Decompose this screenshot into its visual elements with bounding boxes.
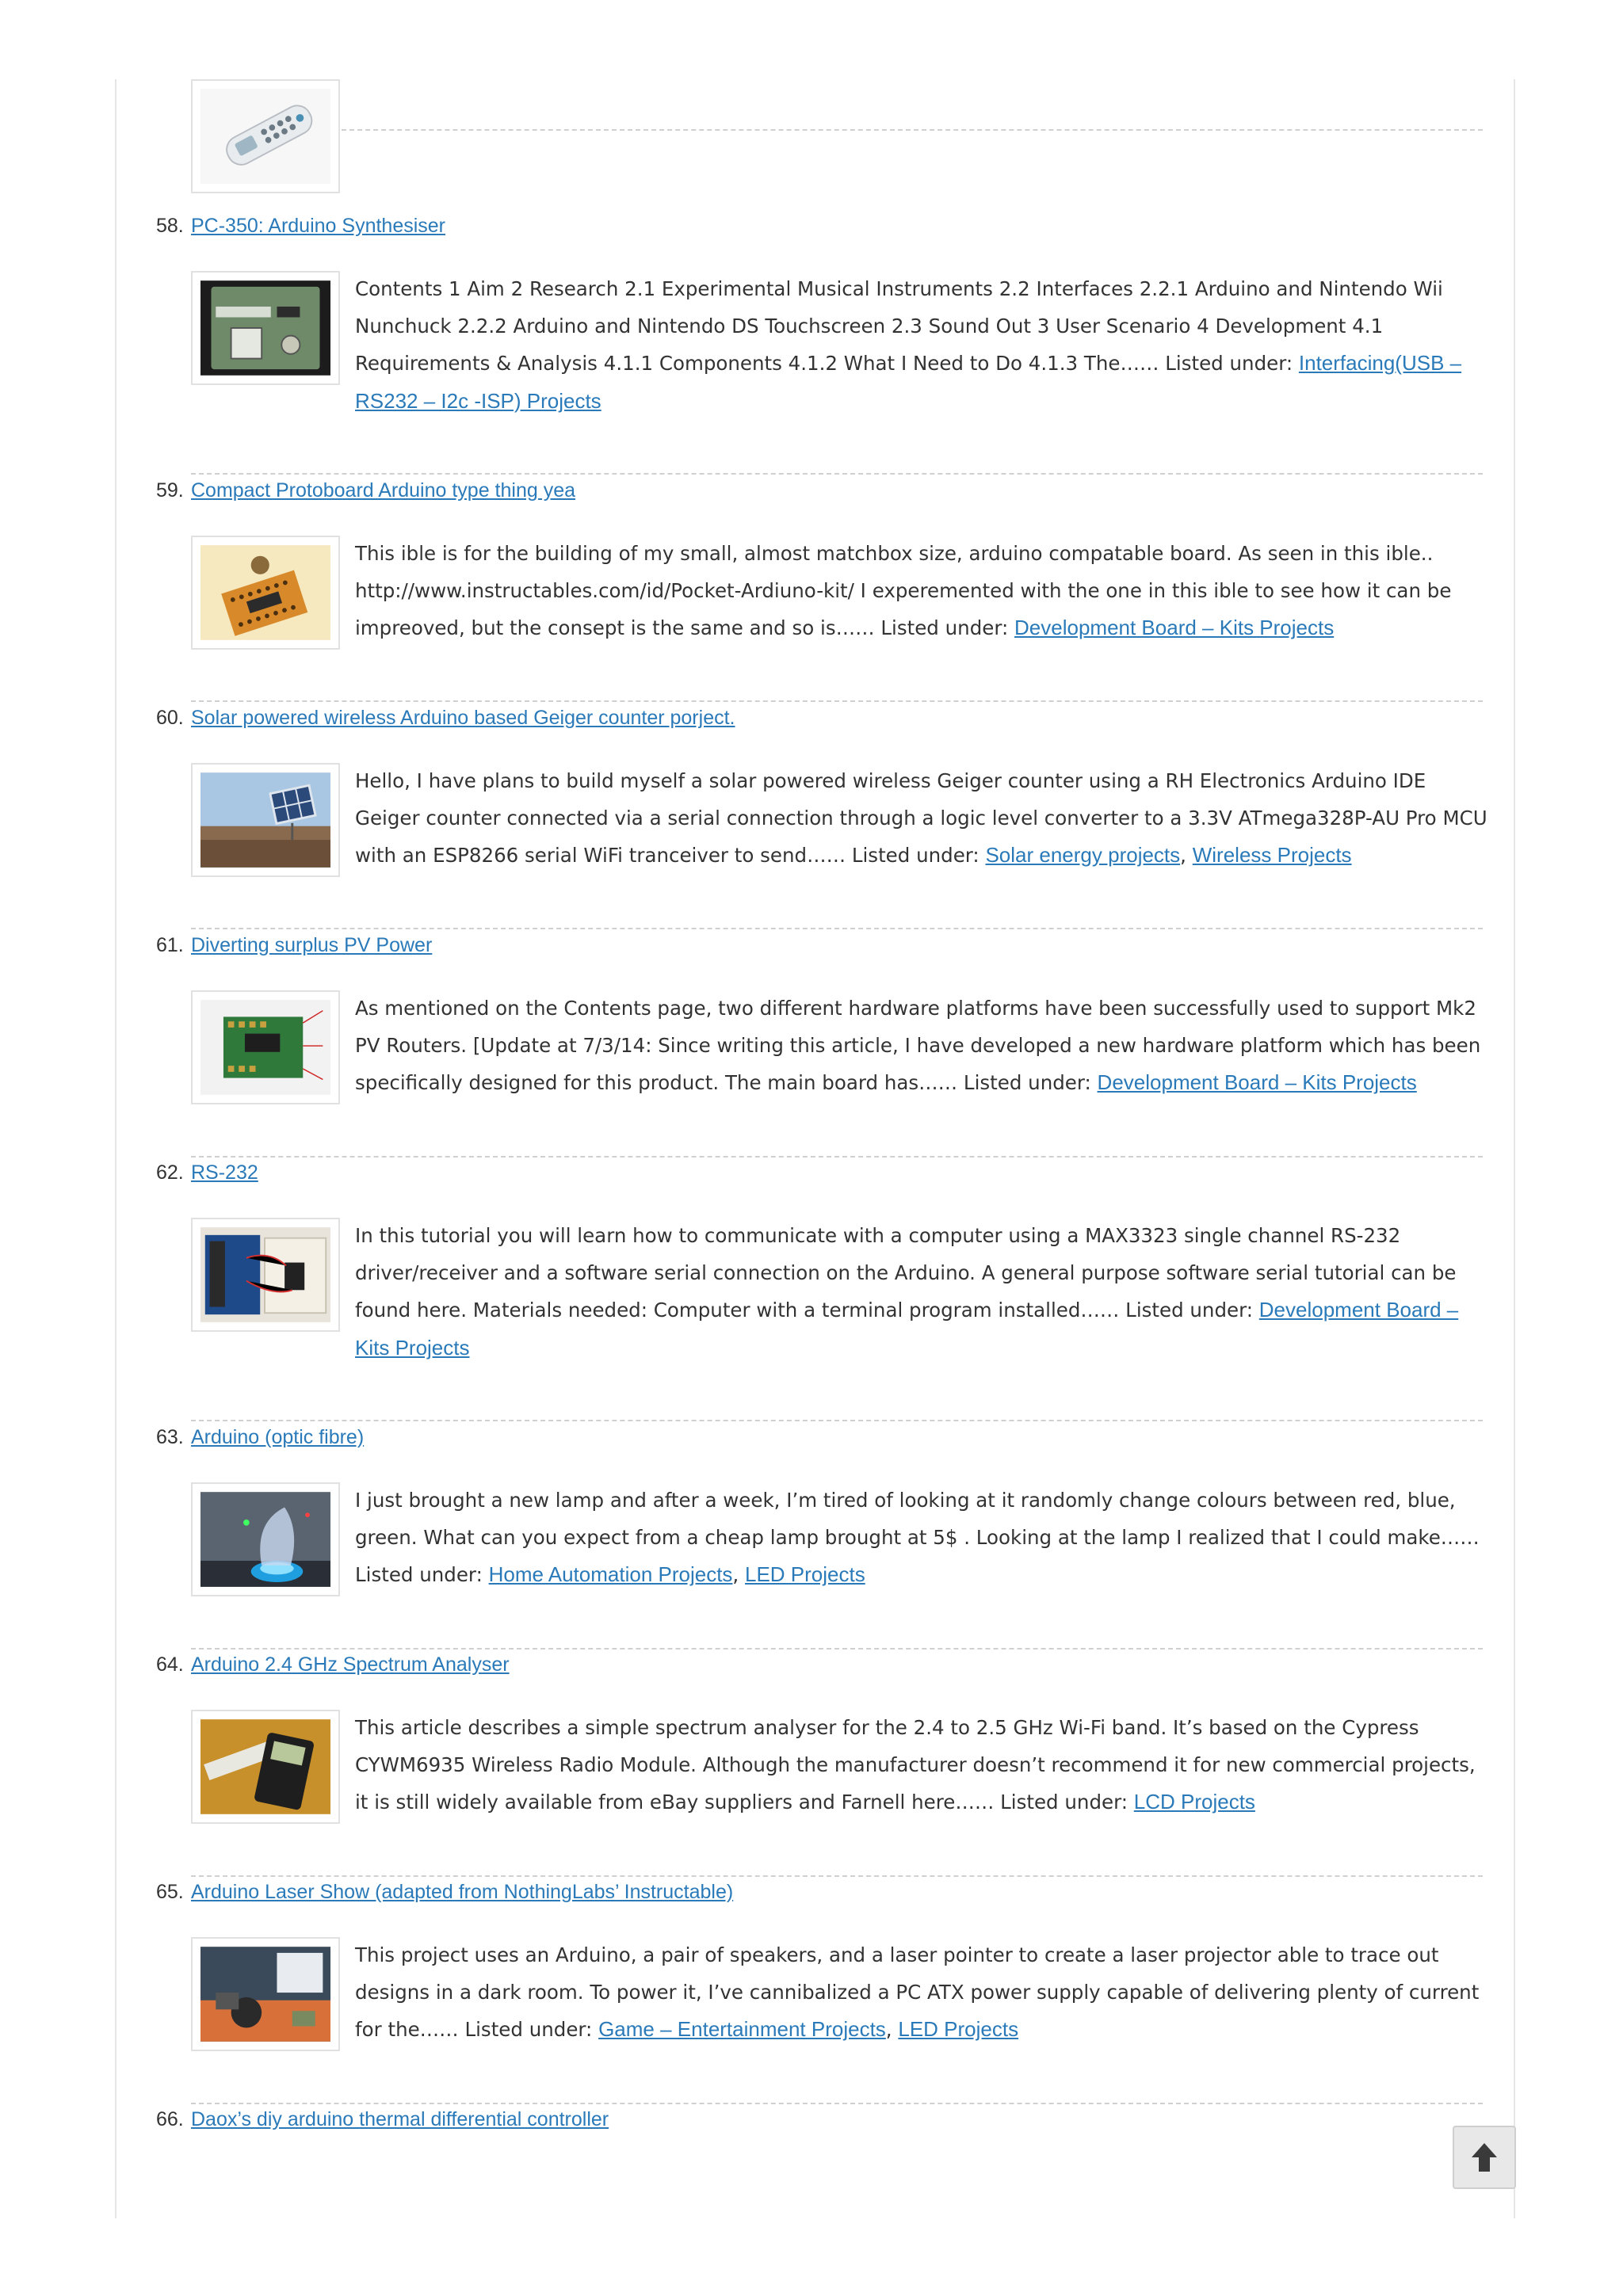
description-text: This ible is for the building of my small, almost matchbox size, arduino compatable board. As seen in this ible.. http://www.instructables.com/id/Pocket-Ardiuno-kit/ I experemented with the one in this ible to see how it can be impreoved, but the consept is the same and so is…… Listed under:: [355, 542, 1452, 639]
pcb-photo-icon: [200, 1000, 330, 1095]
description-text: I just brought a new lamp and after a week, I’m tired of looking at it randomly change colours between red, blue, green. What can you expect from a cheap lamp brought at 5$ . Looking at the lamp I realized that I could make…… Listed under:: [355, 1489, 1480, 1586]
lamp-photo-icon: [200, 1492, 330, 1587]
category-link[interactable]: Game – Entertainment Projects: [598, 2017, 886, 2041]
category-link[interactable]: Solar energy projects: [985, 843, 1181, 867]
up-arrow-icon: [1468, 2140, 1500, 2175]
item-description: [355, 1710, 1488, 1821]
item-description: This project uses an Arduino, a pair of speakers, and a laser pointer to create a laser projector able to trace out designs in a dark room. To power it, I’ve cannibalized a PC ATX power supply capable of delivering plenty of current for the…… Listed under: Game – Entertainment Projects, LED Projects: [355, 1943, 1480, 2041]
breadboard-photo-icon: [200, 1227, 330, 1322]
item-separator: [191, 700, 1483, 702]
analyser-photo-icon: [200, 1719, 330, 1814]
list-item-title: [156, 479, 575, 502]
list-item-title: [156, 1653, 510, 1676]
item-separator: [191, 2103, 1483, 2104]
item-separator: [191, 1420, 1483, 1421]
category-link[interactable]: Interfacing(USB – RS232 – I2c -ISP) Projects: [355, 351, 1462, 413]
description-text: This project uses an Arduino, a pair of speakers, and a laser pointer to create a laser projector able to trace out designs in a dark room. To power it, I’ve cannibalized a PC ATX power supply capable of delivering plenty of current for the…… Listed under:: [355, 1943, 1480, 2041]
category-link[interactable]: Home Automation Projects: [488, 1562, 733, 1586]
item-link[interactable]: PC-350: Arduino Synthesiser: [191, 215, 446, 237]
list-item-title: [156, 214, 445, 238]
description-text: This article describes a simple spectrum analyser for the 2.4 to 2.5 GHz Wi-Fi band. It’s based on the Cypress CYWM6935 Wireless Radio Module. Although the manufacturer doesn’t recommend it for new commercial projects, it is still widely available from eBay suppliers and Farnell here…… Listed under:: [355, 1716, 1476, 1814]
list-item-title: [156, 1161, 258, 1184]
item-description: [355, 990, 1488, 1102]
item-description: [355, 1218, 1488, 1367]
category-link[interactable]: Development Board – Kits Projects: [1014, 616, 1335, 639]
item-link[interactable]: Arduino Laser Show (adapted from NothingLabs’ Instructable): [191, 1881, 734, 1903]
category-link[interactable]: Wireless Projects: [1192, 843, 1352, 867]
item-separator: [191, 1648, 1483, 1650]
solar-photo-icon: [200, 772, 330, 868]
category-link[interactable]: LED Projects: [898, 2017, 1019, 2041]
protoboard-thumbnail[interactable]: [191, 536, 340, 650]
analyser-thumbnail[interactable]: [191, 1710, 340, 1824]
item-number: 64.: [156, 1653, 184, 1676]
item-description: Hello, I have plans to build myself a solar powered wireless Geiger counter using a RH Electronics Arduino IDE Geiger counter connected via a serial connection through a logic level converter to a 3.3V ATmega328P-AU Pro MCU with an ESP8266 serial WiFi tranceiver to send…… Listed under: Solar energy projects, Wireless Projects: [355, 769, 1487, 867]
list-item-title: [156, 1880, 733, 1904]
protoboard-photo-icon: [200, 545, 330, 640]
item-number: 65.: [156, 1881, 184, 1903]
item-link[interactable]: RS-232: [191, 1161, 258, 1184]
item-description: [355, 536, 1488, 647]
item-separator: [191, 473, 1483, 475]
synth-photo-icon: [200, 280, 330, 376]
description-text: In this tutorial you will learn how to communicate with a computer using a MAX3323 single channel RS-232 driver/receiver and a software serial connection on the Arduino. A general purpose software serial tutorial can be found here. Materials needed: Computer with a terminal program installed…… Listed under:: [355, 1224, 1457, 1322]
description-text: As mentioned on the Contents page, two different hardware platforms have been successfully used to support Mk2 PV Routers. [Update at 7/3/14: Since writing this article, I have developed a new hardware platform which has been specifically designed for this product. The main board has…… Listed under:: [355, 997, 1481, 1094]
remote-control-thumbnail[interactable]: [191, 79, 340, 193]
description-text: Contents 1 Aim 2 Research 2.1 Experimental Musical Instruments 2.2 Interfaces 2.2.1 Arduino and Nintendo Wii Nunchuck 2.2.2 Arduino and Nintendo DS Touchscreen 2.3 Sound Out 3 User Scenario 4 Development 4.1 Requirements & Analysis 4.1.1 Components 4.1.2 What I Need to Do 4.1.3 The…… Listed under:: [355, 277, 1443, 375]
list-item-title: [156, 2107, 609, 2131]
item-separator: [342, 129, 1483, 131]
item-link[interactable]: Arduino (optic fibre): [191, 1426, 365, 1448]
item-number: 62.: [156, 1161, 184, 1184]
item-number: 61.: [156, 934, 184, 956]
back-to-top-button[interactable]: [1453, 2126, 1516, 2189]
item-description: I just brought a new lamp and after a week, I’m tired of looking at it randomly change colours between red, blue, green. What can you expect from a cheap lamp brought at 5$ . Looking at the lamp I realized that I could make…… Listed under: Home Automation Projects, LED Projects: [355, 1489, 1480, 1586]
item-description: [355, 271, 1488, 420]
breadboard-thumbnail[interactable]: [191, 1218, 340, 1332]
description-text: Hello, I have plans to build myself a solar powered wireless Geiger counter using a RH Electronics Arduino IDE Geiger counter connected via a serial connection through a logic level converter to a 3.3V ATmega328P-AU Pro MCU with an ESP8266 serial WiFi tranceiver to send…… Listed under:: [355, 769, 1487, 867]
solar-thumbnail[interactable]: [191, 763, 340, 877]
item-link[interactable]: Daox’s diy arduino thermal differential controller: [191, 2108, 609, 2130]
item-link[interactable]: Diverting surplus PV Power: [191, 934, 433, 956]
category-link[interactable]: Development Board – Kits Projects: [355, 1298, 1459, 1360]
pcb-thumbnail[interactable]: [191, 990, 340, 1104]
category-link[interactable]: LED Projects: [745, 1562, 865, 1586]
item-separator: [191, 1875, 1483, 1877]
item-link[interactable]: Compact Protoboard Arduino type thing yea: [191, 479, 576, 502]
item-link[interactable]: Solar powered wireless Arduino based Geiger counter porject.: [191, 707, 735, 729]
item-number: 63.: [156, 1426, 184, 1448]
laser-thumbnail[interactable]: [191, 1937, 340, 2051]
item-separator: [191, 1156, 1483, 1158]
item-number: 66.: [156, 2108, 184, 2130]
laser-photo-icon: [200, 1947, 330, 2042]
list-item-title: [156, 933, 432, 957]
item-number: 60.: [156, 707, 184, 729]
item-number: 58.: [156, 215, 184, 237]
item-link[interactable]: Arduino 2.4 GHz Spectrum Analyser: [191, 1653, 510, 1676]
list-item-title: [156, 1425, 364, 1449]
category-link[interactable]: Development Board – Kits Projects: [1097, 1070, 1417, 1094]
synth-thumbnail[interactable]: [191, 271, 340, 385]
list-item-title: [156, 706, 735, 730]
remote-control-icon: [200, 89, 330, 184]
item-separator: [191, 928, 1483, 929]
category-link[interactable]: LCD Projects: [1133, 1790, 1255, 1814]
lamp-thumbnail[interactable]: [191, 1482, 340, 1596]
item-number: 59.: [156, 479, 184, 502]
